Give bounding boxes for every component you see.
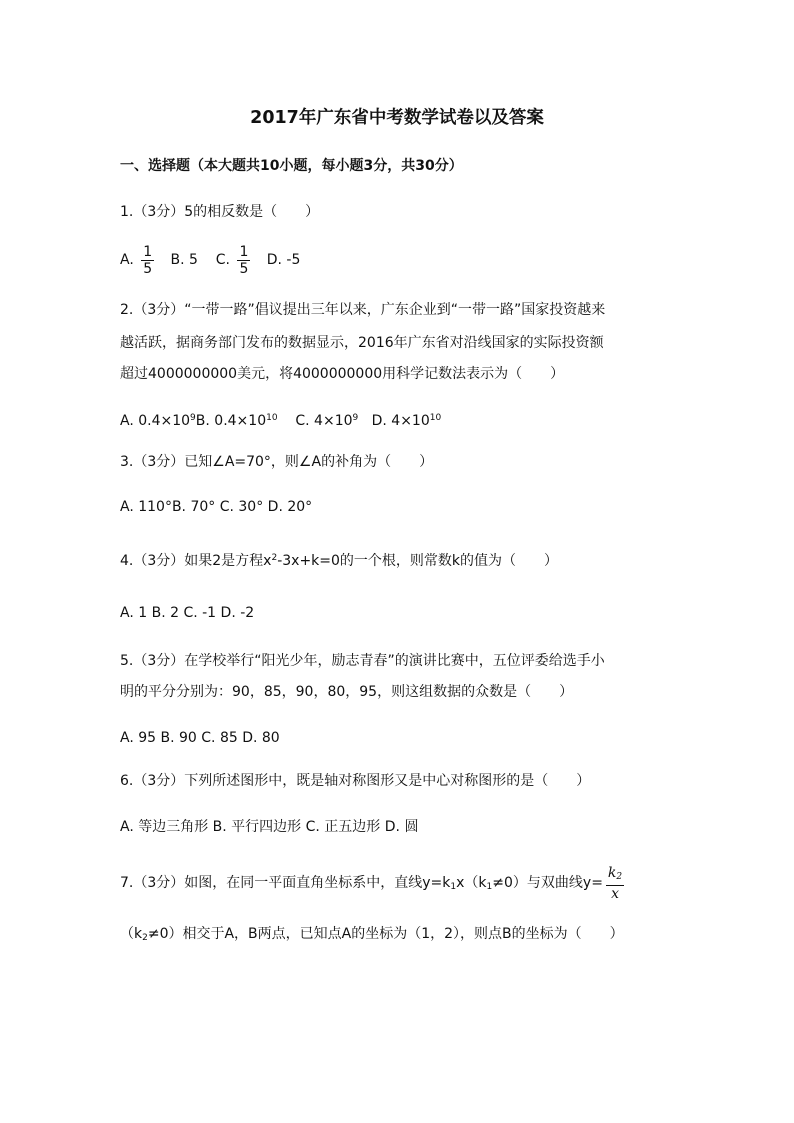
question-5-line-2: 明的平分分别为：90，85，90，80，95，则这组数据的众数是（ ）	[120, 684, 574, 700]
q2-option-d: D. $4\times 10^{10}$	[371, 413, 442, 429]
question-3-stem: 3.（3分）已知∠A=70°，则∠A的补角为（ ）	[120, 454, 434, 470]
section-heading: 一、选择题（本大题共10小题，每小题3分，共30分）	[120, 158, 463, 174]
q1-option-c-fraction: $\frac{1}{5}$	[239, 243, 249, 277]
q1-option-a-label: A.	[120, 252, 134, 268]
q2-option-c: C. $4\times 10^9$	[295, 413, 359, 429]
question-1-stem: 1.（3分）5的相反数是（ ）	[120, 204, 320, 220]
question-2-line-3: 超过4000000000美元，将4000000000用科学记数法表示为（ ）	[120, 366, 565, 382]
q7-hyperbola-fraction: $\frac{k_2}{x}$	[607, 864, 623, 902]
question-3-options: A. 110°B. 70° C. 30° D. 20°	[120, 499, 313, 515]
q2-option-a: A. $0.4\times 10^9$	[120, 413, 196, 429]
question-6-options: A. 等边三角形 B. 平行四边形 C. 正五边形 D. 圆	[120, 819, 419, 835]
question-4-options: A. 1 B. 2 C. -1 D. -2	[120, 605, 255, 621]
q1-option-d: D. -5	[266, 252, 301, 268]
page-title: 2017年广东省中考数学试卷以及答案	[250, 108, 544, 128]
question-1-options	[120, 242, 300, 278]
q2-option-b: B. $0.4\times 10^{10}$	[195, 413, 278, 429]
question-2-line-2: 越活跃，据商务部门发布的数据显示，2016年广东省对沿线国家的实际投资额	[120, 335, 604, 351]
question-4-stem: 4.（3分）如果2是方程$x^2-3x+k=0$的一个根，则常数k的值为（ ）	[120, 553, 559, 569]
q1-option-c-label: C.	[215, 252, 230, 268]
question-5-options: A. 95 B. 90 C. 85 D. 80	[120, 730, 280, 746]
q1-option-a-fraction: $\frac{1}{5}$	[143, 243, 153, 277]
question-2-options	[120, 408, 441, 431]
question-2-line-1: 2.（3分）“一带一路”倡议提出三年以来，广东企业到“一带一路”国家投资越来	[120, 302, 606, 318]
question-5-line-1: 5.（3分）在学校举行“阳光少年，励志青春”的演讲比赛中，五位评委给选手小	[120, 653, 605, 669]
question-7-line-2: $(k_2\ne 0)$相交于A，B两点，已知点A的坐标为（1，2），则点B的坐标为（ ）	[120, 926, 624, 943]
q1-option-b: B. 5	[170, 252, 198, 268]
question-7-line-1: 7.（3分）如图，在同一平面直角坐标系中，直线$y=k_1x(k_1\ne 0)$与双曲线y= $\frac{k_2}{x}$	[120, 864, 623, 902]
question-6-stem: 6.（3分）下列所述图形中，既是轴对称图形又是中心对称图形的是（ ）	[120, 773, 591, 789]
